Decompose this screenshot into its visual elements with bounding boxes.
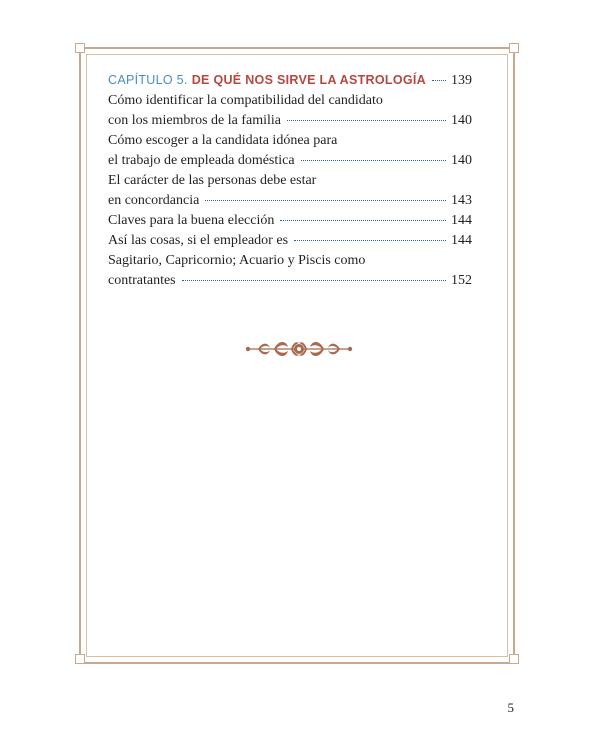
page-number: 5 bbox=[507, 700, 514, 715]
toc-entry-text: contratantes bbox=[108, 273, 176, 288]
toc-entry[interactable] bbox=[108, 131, 472, 171]
toc-entry[interactable] bbox=[108, 91, 472, 131]
floral-divider-icon bbox=[244, 337, 354, 361]
leader-dots bbox=[301, 160, 446, 161]
leader-dots bbox=[432, 80, 446, 81]
leader-dots bbox=[182, 280, 446, 281]
toc-entry-text: El carácter de las personas debe estar bbox=[108, 173, 317, 188]
toc-entry[interactable] bbox=[108, 211, 472, 231]
leader-dots bbox=[280, 220, 446, 221]
toc-entry-page-number: 152 bbox=[451, 273, 472, 288]
table-of-contents bbox=[108, 70, 472, 291]
toc-entry-text: en concordancia bbox=[108, 193, 200, 208]
toc-entry-page-number: 143 bbox=[451, 193, 472, 208]
chapter-title: DE QUÉ NOS SIRVE LA ASTROLOGÍA bbox=[191, 73, 426, 87]
toc-entry-text: Claves para la buena elección bbox=[108, 213, 275, 228]
frame-corner-top-left bbox=[75, 43, 85, 53]
leader-dots bbox=[294, 240, 446, 241]
toc-entry[interactable] bbox=[108, 231, 472, 251]
toc-entry-text: Cómo escoger a la candidata idónea para bbox=[108, 133, 338, 148]
toc-entry-page-number: 140 bbox=[451, 153, 472, 168]
frame-corner-bottom-left bbox=[75, 654, 85, 664]
toc-entry-page-number: 140 bbox=[451, 113, 472, 128]
toc-entry[interactable] bbox=[108, 171, 472, 211]
toc-entry-text: Sagitario, Capricornio; Acuario y Piscis como bbox=[108, 253, 366, 268]
chapter-label: CAPÍTULO 5. bbox=[108, 73, 188, 87]
chapter-page-number: 139 bbox=[451, 73, 472, 88]
frame-corner-bottom-right bbox=[509, 654, 519, 664]
toc-entry-text: Así las cosas, si el empleador es bbox=[108, 233, 289, 248]
frame-corner-top-right bbox=[509, 43, 519, 53]
toc-entry-page-number: 144 bbox=[451, 233, 472, 248]
toc-entry-text: Cómo identificar la compatibilidad del candidato bbox=[108, 93, 383, 108]
toc-entry-page-number: 144 bbox=[451, 213, 472, 228]
toc-entry-text: el trabajo de empleada doméstica bbox=[108, 153, 295, 168]
toc-chapter-heading[interactable] bbox=[108, 70, 472, 91]
toc-entry[interactable] bbox=[108, 251, 472, 291]
toc-entry-text: con los miembros de la familia bbox=[108, 113, 282, 128]
leader-dots bbox=[287, 120, 446, 121]
leader-dots bbox=[205, 200, 446, 201]
